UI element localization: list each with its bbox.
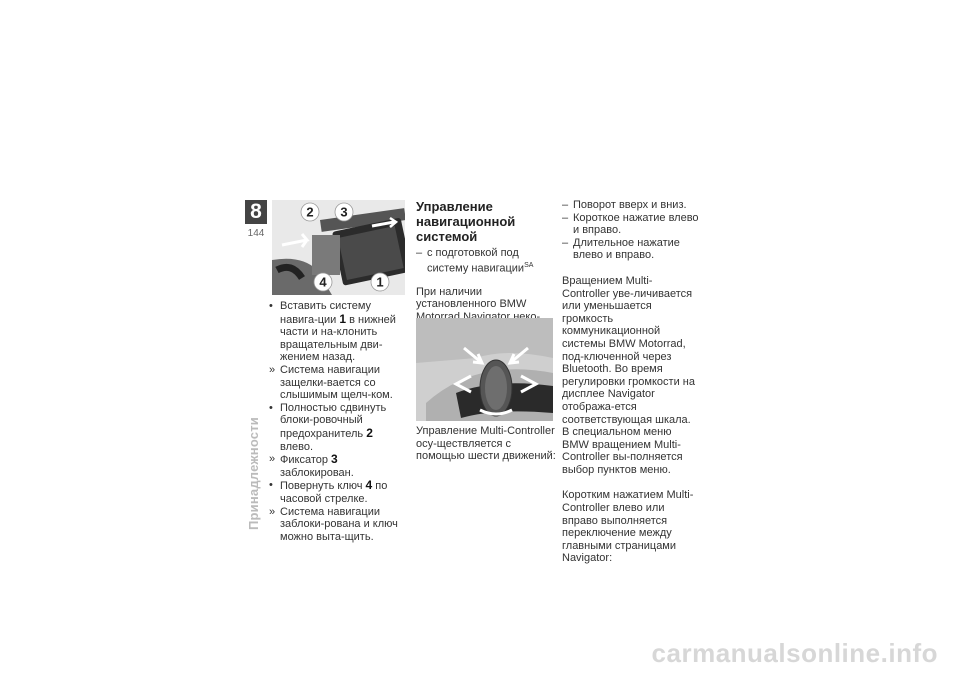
item-text: Повернуть ключ	[280, 480, 366, 493]
list-item	[269, 364, 406, 402]
ref-number: 3	[331, 452, 338, 467]
item-text: Система навигации защелки-вается со слышимым щелч-ком.	[280, 363, 393, 402]
pages-paragraph: Коротким нажатием Multi-Controller влево или вправо выполняется переключение между главными страницами Navigator:	[562, 489, 694, 565]
chapter-number: 8	[245, 200, 267, 224]
image-caption: Управление Multi-Controller осу-ществляется с помощью шести движений:	[416, 425, 556, 463]
list-marker: •	[269, 479, 273, 492]
watermark: carmanualsonline.info	[651, 638, 938, 668]
list-marker: –	[416, 247, 423, 259]
item-text: Короткое нажатие влево и вправо.	[573, 211, 699, 237]
navigation-mount-illustration	[272, 200, 405, 295]
list-marker: •	[269, 300, 273, 312]
page-number: 144	[247, 228, 265, 239]
list-item	[269, 300, 406, 364]
callout-3: 3	[340, 204, 348, 220]
list-item	[269, 506, 406, 544]
multi-controller-illustration	[416, 318, 553, 421]
option-superscript: SA	[524, 261, 534, 269]
item-text: влево.	[280, 440, 314, 453]
section-heading	[416, 199, 554, 244]
option-text: с подготовкой под систему навигации	[427, 247, 525, 275]
item-text: в нижней части и на-клонить вращательным дви-жением назад.	[280, 313, 396, 364]
side-title	[246, 380, 262, 530]
item-text: Система навигации заблоки-рована и ключ можно выта-щить.	[280, 505, 398, 543]
list-item	[562, 212, 700, 237]
item-text: Полностью сдвинуть блоки-ровочный предохранитель	[280, 401, 387, 440]
list-marker: »	[269, 505, 276, 518]
list-marker: »	[269, 453, 276, 466]
list-item	[269, 402, 406, 453]
multi-controller-photo	[416, 318, 553, 421]
list-marker: –	[562, 211, 569, 224]
list-marker: –	[562, 199, 569, 211]
instructions-column	[269, 300, 406, 543]
movements-column	[562, 199, 700, 565]
navigation-mount-photo	[272, 200, 405, 295]
list-item	[562, 199, 700, 212]
ref-number: 2	[366, 425, 373, 440]
list-marker: »	[269, 363, 276, 376]
side-title-text: Принадлежности	[246, 417, 261, 530]
callout-1: 1	[376, 274, 384, 290]
volume-paragraph: Вращением Multi-Controller уве-личивается или уменьшается громкость коммуникационной системы BMW Motorrad, под-ключенной через Bluetooth. Во время регулировки громкости на дисплее Navigator отобража-ется соответствующая шкала. В специальном меню BMW вращением Multi-Controller вы-полняется выбор пунктов меню.	[562, 274, 695, 476]
list-marker: •	[269, 401, 273, 414]
callout-4: 4	[319, 274, 327, 290]
item-text: Поворот вверх и вниз.	[573, 199, 687, 211]
intro-paragraph: При наличии установленного BMW	[416, 285, 527, 311]
option-note	[416, 247, 554, 275]
item-text: Фиксатор	[280, 454, 332, 467]
list-item	[562, 237, 700, 262]
item-text: заблокирован.	[280, 466, 354, 479]
item-text: Вставить систему навига-ции	[280, 300, 372, 326]
list-item	[269, 479, 406, 505]
list-item	[269, 453, 406, 479]
heading-line: навигационной системой	[416, 214, 516, 244]
ref-number: 4	[365, 478, 373, 493]
list-marker: –	[562, 236, 569, 249]
item-text: Длительное нажатие влево и вправо.	[573, 236, 680, 262]
heading-line: Управление	[416, 199, 493, 214]
callout-2: 2	[306, 204, 314, 220]
ref-number: 1	[339, 311, 347, 326]
item-text: по часовой стрелке.	[280, 480, 388, 505]
